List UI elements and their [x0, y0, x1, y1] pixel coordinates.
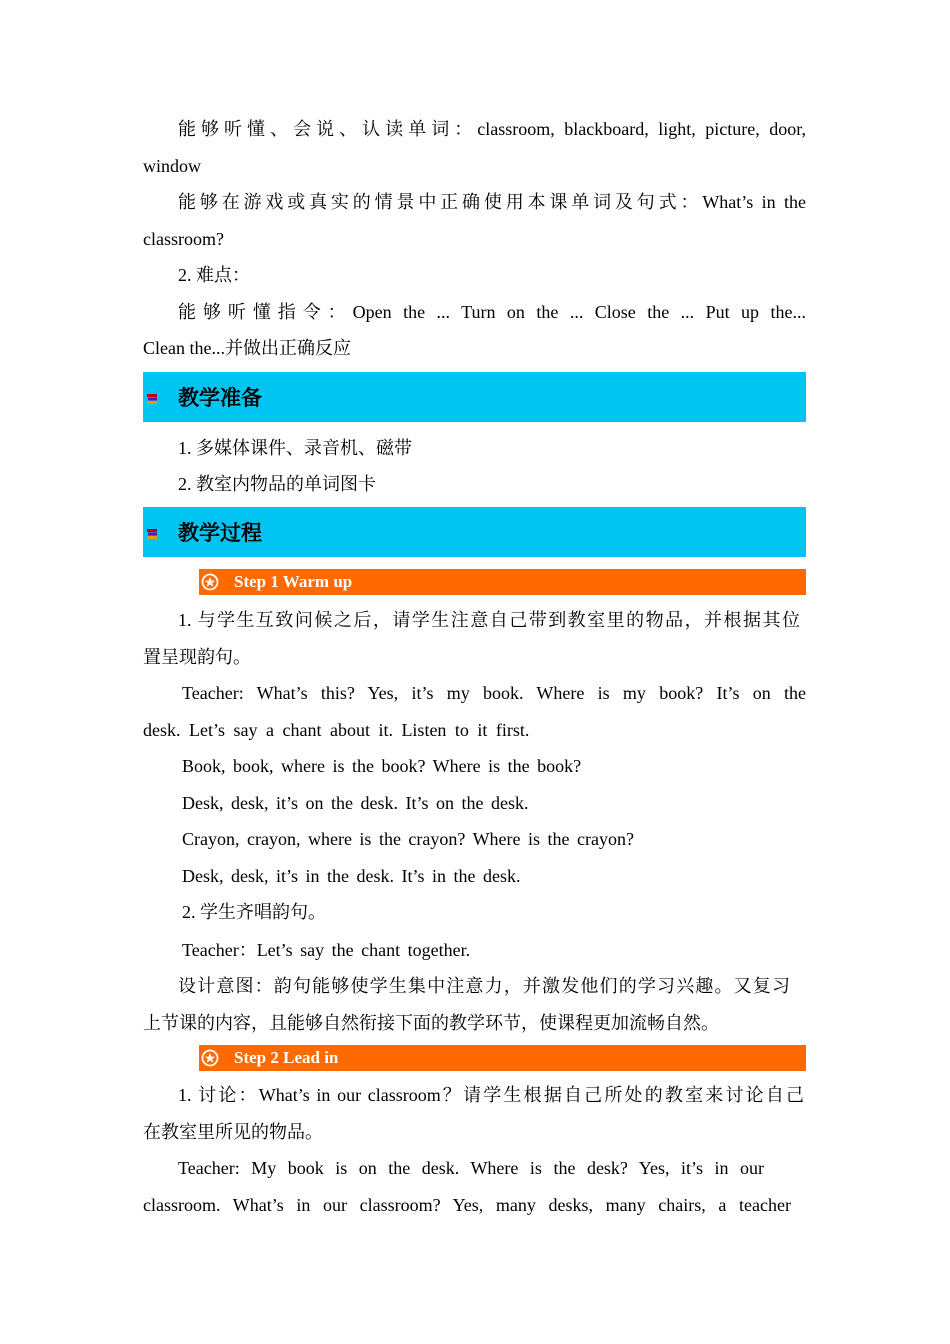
paragraph-line: 1. 讨论：What’s in our classroom？请学生根据自己所处的教室来讨论自己	[178, 1085, 804, 1105]
goal-line: Clean the...并做出正确反应	[143, 338, 351, 358]
book-stack-icon	[146, 528, 158, 540]
step-header-warm-up	[199, 569, 806, 595]
paragraph-line: Teacher: My book is on the desk. Where is the desk? Yes, it’s in our	[178, 1158, 764, 1178]
list-item: 1. 多媒体课件、录音机、磁带	[178, 438, 412, 458]
list-item: 2. 教室内物品的单词图卡	[178, 474, 376, 494]
paragraph-line: Teacher：Let’s say the chant together.	[182, 940, 471, 960]
paragraph-line: 置呈现韵句。	[143, 647, 251, 667]
section-header-prep	[143, 372, 806, 422]
goal-line: 能够听懂、会说、认读单词：classroom, blackboard, light, picture, door,	[178, 119, 806, 139]
paragraph-line: 在教室里所见的物品。	[143, 1122, 323, 1142]
design-intent-line: 上节课的内容，且能够自然衔接下面的教学环节，使课程更加流畅自然。	[143, 1013, 719, 1033]
goal-line: 能够在游戏或真实的情景中正确使用本课单词及句式：What’s in the	[178, 192, 806, 212]
star-circle-icon	[201, 1049, 219, 1067]
step-header-lead-in	[199, 1045, 806, 1071]
goal-line: window	[143, 156, 201, 176]
difficulty-label: 2. 难点：	[178, 265, 250, 285]
paragraph-line: 1. 与学生互致问候之后，请学生注意自己带到教室里的物品，并根据其位	[178, 610, 800, 630]
paragraph-line: 2. 学生齐唱韵句。	[182, 902, 326, 922]
section-title: 教学准备	[178, 386, 262, 410]
star-circle-icon	[201, 573, 219, 591]
paragraph-line: desk. Let’s say a chant about it. Listen to it first.	[143, 720, 530, 740]
paragraph-line: classroom. What’s in our classroom? Yes, many desks, many chairs, a teacher	[143, 1195, 791, 1215]
section-title: 教学过程	[178, 521, 262, 545]
step-title: Step 1 Warm up	[234, 572, 353, 591]
goal-line: 能够听懂指令：Open the ... Turn on the ... Close the ... Put up the...	[178, 302, 806, 322]
design-intent-line: 设计意图：韵句能够使学生集中注意力，并激发他们的学习兴趣。又复习	[178, 976, 790, 996]
paragraph-line: Teacher: What’s this? Yes, it’s my book. Where is my book? It’s on the	[182, 683, 806, 703]
step-title: Step 2 Lead in	[234, 1048, 339, 1067]
chant-line: Desk, desk, it’s on the desk. It’s on the desk.	[182, 793, 529, 813]
section-header-process	[143, 507, 806, 557]
book-stack-icon	[146, 393, 158, 405]
chant-line: Book, book, where is the book? Where is the book?	[182, 756, 582, 776]
chant-line: Desk, desk, it’s in the desk. It’s in the desk.	[182, 866, 521, 886]
goal-line: classroom?	[143, 229, 224, 249]
chant-line: Crayon, crayon, where is the crayon? Where is the crayon?	[182, 829, 634, 849]
